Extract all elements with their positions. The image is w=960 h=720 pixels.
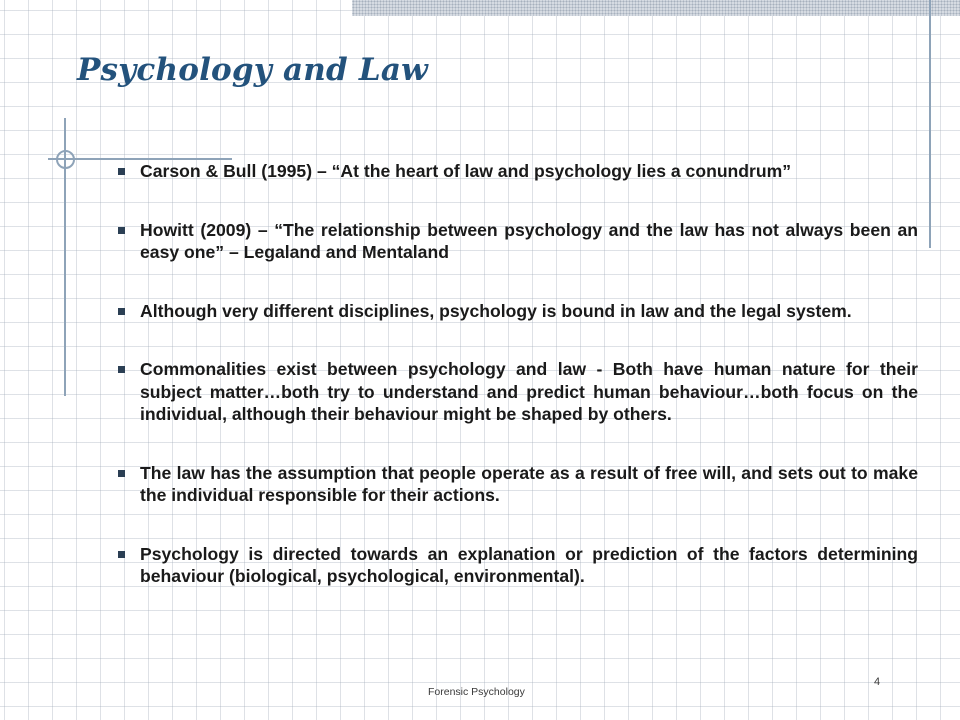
square-bullet-icon xyxy=(118,168,125,175)
slide-title: Psychology and Law xyxy=(77,52,429,88)
bullet-text: The law has the assumption that people operate as a result of free will, and sets out to make the individual responsible for their actions. xyxy=(140,462,918,505)
bullet-text: Psychology is directed towards an explanation or prediction of the factors determining behaviour (biological, psychological, environmental). xyxy=(140,543,918,586)
bullet-list xyxy=(112,160,918,588)
bullet-item xyxy=(112,160,918,183)
page-number: 4 xyxy=(874,676,881,688)
square-bullet-icon xyxy=(118,551,125,558)
bullet-item xyxy=(112,358,918,426)
square-bullet-icon xyxy=(118,227,125,234)
bullet-text: Commonalities exist between psychology and law - Both have human nature for their subject matter…both try to understand and predict human behaviour…both focus on the individual, although their behaviour might be shaped by others. xyxy=(140,359,918,424)
bullet-text: Howitt (2009) – “The relationship between psychology and the law has not always been an easy one” – Legaland and Mentaland xyxy=(140,219,918,262)
square-bullet-icon xyxy=(118,470,125,477)
square-bullet-icon xyxy=(118,366,125,373)
bullet-item xyxy=(112,462,918,507)
bullet-item xyxy=(112,300,918,323)
slide-footer: Forensic Psychology xyxy=(428,686,525,698)
square-bullet-icon xyxy=(118,308,125,315)
top-dither-band xyxy=(352,0,960,16)
bullet-text: Carson & Bull (1995) – “At the heart of law and psychology lies a conundrum” xyxy=(140,161,792,181)
bullet-item xyxy=(112,543,918,588)
accent-circle xyxy=(56,150,75,169)
bullet-item xyxy=(112,219,918,264)
right-accent-line xyxy=(929,0,931,248)
bullet-text: Although very different disciplines, psychology is bound in law and the legal system. xyxy=(140,300,852,321)
